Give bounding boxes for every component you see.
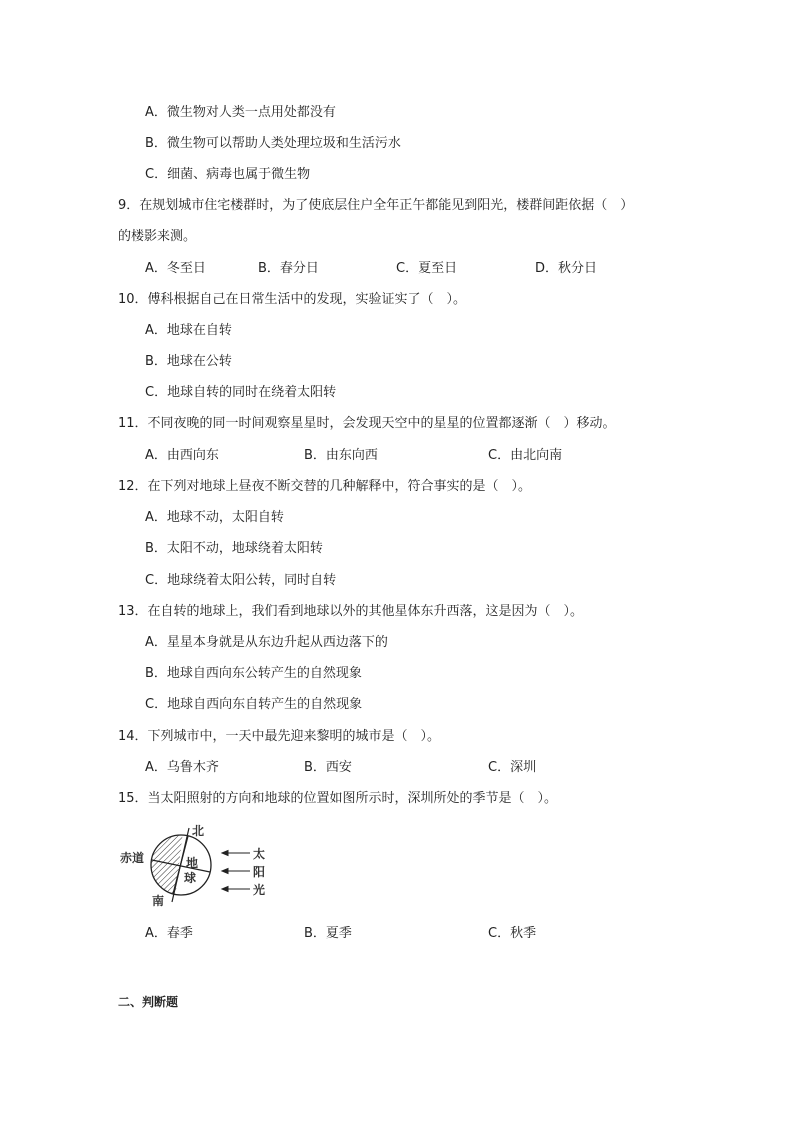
section-heading-judgment: 二、判断题: [118, 995, 179, 1009]
q11-text: 11．不同夜晚的同一时间观察星星时，会发现天空中的星星的位置都逐渐（ ）移动。: [118, 416, 616, 431]
q13-text: 13．在自转的地球上，我们看到地球以外的其他星体东升西落，这是因为（ ）。: [118, 604, 584, 619]
label-equator: 赤道: [120, 851, 145, 865]
q9-text-line2: 的楼影来测。: [118, 229, 197, 244]
q11-option-c: C．由北向南: [488, 448, 563, 463]
q13-option-c: C．地球自西向东自转产生的自然现象: [145, 697, 363, 712]
q14-option-c: C．深圳: [488, 760, 537, 775]
q9-option-c: C．夏至日: [396, 261, 458, 276]
label-earth-1: 地: [186, 856, 199, 870]
q13-option-b: B．地球自西向东公转产生的自然现象: [145, 666, 362, 681]
q9-option-b: B．春分日: [258, 261, 319, 276]
q14-option-a: A．乌鲁木齐: [145, 760, 219, 775]
q15-option-b: B．夏季: [304, 926, 352, 941]
label-sun-1: 太: [253, 847, 266, 861]
sunlight-arrows: [222, 851, 250, 892]
q14-text: 14．下列城市中，一天中最先迎来黎明的城市是（ ）。: [118, 729, 441, 744]
q10-text: 10．傅科根据自己在日常生活中的发现，实验证实了（ ）。: [118, 292, 467, 307]
q8-option-a: A．微生物对人类一点用处都没有: [145, 105, 336, 120]
q9-option-d: D．秋分日: [535, 261, 598, 276]
q15-text: 15．当太阳照射的方向和地球的位置如图所示时，深圳所处的季节是（ ）。: [118, 791, 558, 806]
q12-option-a: A．地球不动，太阳自转: [145, 510, 284, 525]
q15-option-a: A．春季: [145, 926, 193, 941]
q8-option-c: C．细菌、病毒也属于微生物: [145, 167, 311, 182]
q13-option-a: A．星星本身就是从东边升起从西边落下的: [145, 635, 388, 650]
q12-option-c: C．地球绕着太阳公转，同时自转: [145, 573, 337, 588]
q12-option-b: B．太阳不动，地球绕着太阳转: [145, 541, 323, 556]
earth-sunlight-diagram: [118, 822, 278, 908]
q11-option-a: A．由西向东: [145, 448, 219, 463]
q9-option-a: A．冬至日: [145, 261, 206, 276]
q9-text-line1: 9．在规划城市住宅楼群时，为了使底层住户全年正午都能见到阳光，楼群间距依据（ ）: [118, 198, 634, 213]
q15-option-c: C．秋季: [488, 926, 537, 941]
label-south: 南: [152, 894, 165, 908]
q10-option-c: C．地球自转的同时在绕着太阳转: [145, 385, 337, 400]
label-north: 北: [192, 824, 205, 838]
label-sun-2: 阳: [253, 865, 266, 879]
q10-option-b: B．地球在公转: [145, 354, 232, 369]
q12-text: 12．在下列对地球上昼夜不断交替的几种解释中，符合事实的是（ ）。: [118, 479, 532, 494]
q8-option-b: B．微生物可以帮助人类处理垃圾和生活污水: [145, 136, 401, 151]
label-sun-3: 光: [253, 883, 266, 897]
q10-option-a: A．地球在自转: [145, 323, 232, 338]
label-earth-2: 球: [184, 871, 197, 885]
q14-option-b: B．西安: [304, 760, 352, 775]
q11-option-b: B．由东向西: [304, 448, 378, 463]
